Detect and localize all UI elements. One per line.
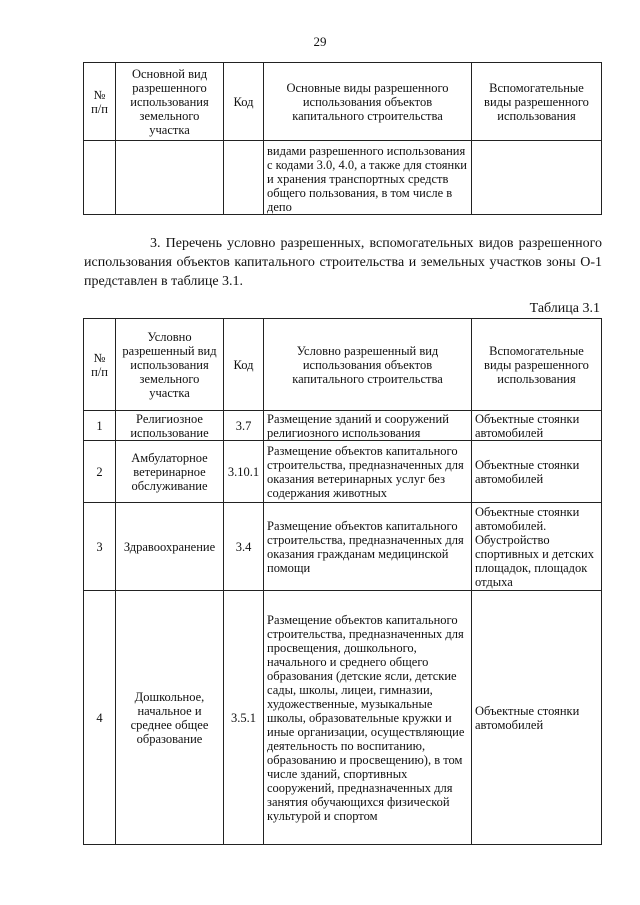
table-row: [84, 411, 602, 441]
row-num: 3: [84, 503, 116, 591]
row-capital: Размещение объектов капитального строительства, предназначенных для просвещения, дошкольного, начального и среднего общего образования (детские ясли, детские сады, школы, лицеи, гимназии, художественные, музыкальные школы, образовательные кружки и иные организации, осуществляющие деятельность по воспитанию, образованию и просвещению), в том числе зданий, спортивных сооружений, предназначенных для занятия обучающихся физической культурой и спортом: [264, 591, 472, 845]
row-code: 3.7: [224, 411, 264, 441]
row-aux: Объектные стоянки автомобилей: [472, 441, 602, 503]
header-code: Код: [224, 319, 264, 411]
header-conditional-use: Условно разрешенный вид использования земельного участка: [116, 319, 224, 411]
table-row: [84, 441, 602, 503]
header-num: № п/п: [84, 63, 116, 141]
conditional-use-table: [83, 318, 602, 845]
row-code: 3.10.1: [224, 441, 264, 503]
continuation-table-header: [84, 63, 602, 141]
row-num: 1: [84, 411, 116, 441]
row-aux: Объектные стоянки автомобилей: [472, 591, 602, 845]
cell-empty: [84, 141, 116, 215]
header-aux: Вспомогательные виды разрешенного использования: [472, 63, 602, 141]
row-capital: Размещение зданий и сооружений религиозного использования: [264, 411, 472, 441]
row-num: 2: [84, 441, 116, 503]
cell-empty: [472, 141, 602, 215]
header-main-use: Основной вид разрешенного использования земельного участка: [116, 63, 224, 141]
header-num: № п/п: [84, 319, 116, 411]
continuation-table: [83, 62, 602, 215]
row-use: Дошкольное, начальное и среднее общее образование: [116, 591, 224, 845]
header-aux: Вспомогательные виды разрешенного использования: [472, 319, 602, 411]
row-aux: Объектные стоянки автомобилей: [472, 411, 602, 441]
continuation-text: видами разрешенного использования с кодами 3.0, 4.0, а также для стоянки и хранения транспортных средств общего пользования, в том числе в депо: [264, 141, 472, 215]
cell-empty: [224, 141, 264, 215]
table-row: [84, 591, 602, 845]
table-caption: Таблица 3.1: [529, 301, 600, 316]
row-use: Амбулаторное ветеринарное обслуживание: [116, 441, 224, 503]
header-main-capital: Основные виды разрешенного использования объектов капитального строительства: [264, 63, 472, 141]
row-num: 4: [84, 591, 116, 845]
continuation-row: [84, 141, 602, 215]
page-number: 29: [313, 34, 327, 49]
row-use: Религиозное использование: [116, 411, 224, 441]
header-conditional-capital: Условно разрешенный вид использования объектов капитального строительства: [264, 319, 472, 411]
section-paragraph: 3. Перечень условно разрешенных, вспомогательных видов разрешенного использования объектов капитального строительства и земельных участков зоны О-1 представлен в таблице 3.1.: [84, 236, 602, 289]
row-capital: Размещение объектов капитального строительства, предназначенных для оказания гражданам медицинской помощи: [264, 503, 472, 591]
table-row: [84, 503, 602, 591]
row-aux: Объектные стоянки автомобилей. Обустройство спортивных и детских площадок, площадок отдыха: [472, 503, 602, 591]
header-code: Код: [224, 63, 264, 141]
cell-empty: [116, 141, 224, 215]
row-use: Здравоохранение: [116, 503, 224, 591]
table-header-row: [84, 319, 602, 411]
row-capital: Размещение объектов капитального строительства, предназначенных для оказания ветеринарных услуг без содержания животных: [264, 441, 472, 503]
row-code: 3.4: [224, 503, 264, 591]
row-code: 3.5.1: [224, 591, 264, 845]
